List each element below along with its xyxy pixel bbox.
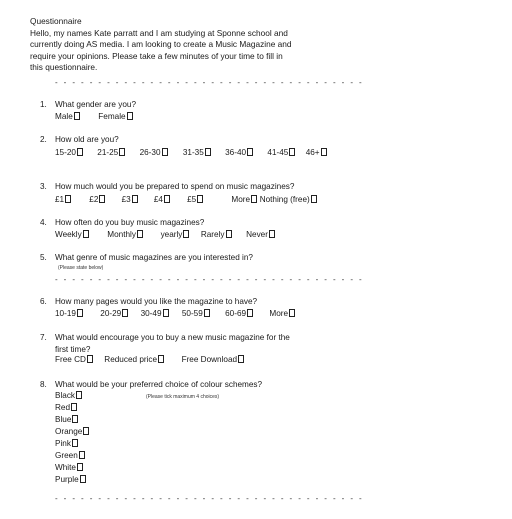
- checkbox[interactable]: [226, 230, 232, 238]
- checkbox[interactable]: [72, 439, 78, 447]
- checkbox[interactable]: [137, 230, 143, 238]
- checkbox[interactable]: [99, 195, 105, 203]
- question-4: 4. How often do you buy music magazines?: [40, 218, 205, 227]
- checkbox[interactable]: [77, 148, 83, 156]
- option-31-35[interactable]: 31-35: [183, 148, 223, 157]
- option-41-45[interactable]: 41-45: [267, 148, 303, 157]
- questionnaire-title: Questionnaire: [30, 16, 82, 26]
- option-monthly[interactable]: Monthly: [107, 230, 158, 239]
- checkbox[interactable]: [77, 463, 83, 471]
- checkbox[interactable]: [158, 355, 164, 363]
- option-green[interactable]: Green: [55, 450, 89, 462]
- option-black[interactable]: Black: [55, 390, 89, 402]
- option-3-pounds[interactable]: £3: [122, 195, 152, 204]
- checkbox[interactable]: [79, 451, 85, 459]
- question-3: 3. How much would you be prepared to spend on music magazines?: [40, 182, 295, 191]
- question-5: 5. What genre of music magazines are you interested in?: [40, 253, 253, 262]
- checkbox[interactable]: [76, 391, 82, 399]
- option-46-plus[interactable]: 46+: [306, 148, 327, 157]
- intro-line: require your opinions. Please take a few minutes of your time to fill in: [30, 50, 283, 61]
- checkbox[interactable]: [80, 475, 86, 483]
- checkbox[interactable]: [77, 309, 83, 317]
- intro-line: currently doing AS media. I am looking to create a Music Magazine and: [30, 39, 292, 49]
- option-free-download[interactable]: Free Download: [182, 355, 245, 364]
- option-36-40[interactable]: 36-40: [225, 148, 265, 157]
- question-2-options: [55, 148, 327, 157]
- question-1-options: [55, 112, 133, 121]
- option-free-cd[interactable]: Free CD: [55, 355, 102, 364]
- divider: - - - - - - - - - - - - - - - - - - - - - - - - - - - - - - - - - - - -: [55, 275, 364, 284]
- checkbox[interactable]: [289, 148, 295, 156]
- option-white[interactable]: White: [55, 462, 89, 474]
- option-5-pounds[interactable]: £5: [187, 195, 229, 204]
- checkbox[interactable]: [197, 195, 203, 203]
- question-6: 6. How many pages would you like the magazine to have?: [40, 297, 258, 306]
- colour-options: [55, 390, 89, 486]
- intro-line: Hello, my names Kate parratt and I am studying at Sponne school and: [30, 27, 288, 38]
- checkbox[interactable]: [119, 148, 125, 156]
- option-blue[interactable]: Blue: [55, 414, 89, 426]
- checkbox[interactable]: [204, 309, 210, 317]
- checkbox[interactable]: [71, 403, 77, 411]
- checkbox[interactable]: [87, 355, 93, 363]
- question-3-options: [55, 195, 317, 204]
- divider: - - - - - - - - - - - - - - - - - - - - - - - - - - - - - - - - - - - -: [55, 78, 364, 87]
- checkbox[interactable]: [321, 148, 327, 156]
- checkbox[interactable]: [122, 309, 128, 317]
- option-reduced-price[interactable]: Reduced price: [104, 355, 179, 364]
- checkbox[interactable]: [247, 309, 253, 317]
- question-4-options: [55, 230, 275, 239]
- question-8: 8. What would be your preferred choice of colour schemes?: [40, 380, 263, 389]
- checkbox[interactable]: [269, 230, 275, 238]
- option-more-pages[interactable]: More: [269, 309, 295, 318]
- question-7-options: [55, 355, 244, 364]
- question-1: 1. What gender are you?: [40, 100, 137, 109]
- divider: - - - - - - - - - - - - - - - - - - - - - - - - - - - - - - - - - - - -: [55, 494, 364, 503]
- option-weekly[interactable]: Weekly: [55, 230, 105, 239]
- checkbox[interactable]: [162, 148, 168, 156]
- intro-line: this questionnaire.: [30, 62, 98, 72]
- option-1-pound[interactable]: £1: [55, 195, 87, 204]
- question-6-options: [55, 309, 295, 318]
- checkbox[interactable]: [205, 148, 211, 156]
- option-rarely[interactable]: Rarely: [201, 230, 244, 239]
- option-26-30[interactable]: 26-30: [140, 148, 181, 157]
- option-yearly[interactable]: yearly: [161, 230, 199, 239]
- checkbox[interactable]: [311, 195, 317, 203]
- option-purple[interactable]: Purple: [55, 474, 89, 486]
- checkbox[interactable]: [164, 195, 170, 203]
- option-male[interactable]: Male: [55, 112, 96, 121]
- checkbox[interactable]: [247, 148, 253, 156]
- option-30-49[interactable]: 30-49: [141, 309, 180, 318]
- checkbox[interactable]: [132, 195, 138, 203]
- checkbox[interactable]: [72, 415, 78, 423]
- checkbox[interactable]: [238, 355, 244, 363]
- checkbox[interactable]: [183, 230, 189, 238]
- option-20-29[interactable]: 20-29: [100, 309, 138, 318]
- option-50-59[interactable]: 50-59: [182, 309, 223, 318]
- option-pink[interactable]: Pink: [55, 438, 89, 450]
- option-15-20[interactable]: 15-20: [55, 148, 95, 157]
- option-female[interactable]: Female: [98, 112, 132, 121]
- checkbox[interactable]: [163, 309, 169, 317]
- checkbox[interactable]: [127, 112, 133, 120]
- question-7: 7. What would encourage you to buy a new music magazine for the first time?: [40, 333, 290, 354]
- checkbox[interactable]: [65, 195, 71, 203]
- option-10-19[interactable]: 10-19: [55, 309, 98, 318]
- option-2-pounds[interactable]: £2: [89, 195, 119, 204]
- checkbox[interactable]: [251, 195, 257, 203]
- option-never[interactable]: Never: [246, 230, 275, 239]
- question-8-note: (Please tick maximum 4 choices): [146, 394, 220, 400]
- option-4-pounds[interactable]: £4: [154, 195, 185, 204]
- option-60-69[interactable]: 60-69: [225, 309, 267, 318]
- option-red[interactable]: Red: [55, 402, 89, 414]
- option-more[interactable]: More: [231, 195, 253, 204]
- option-21-25[interactable]: 21-25: [97, 148, 137, 157]
- option-orange[interactable]: Orange: [55, 426, 89, 438]
- checkbox[interactable]: [74, 112, 80, 120]
- option-nothing-free[interactable]: Nothing (free): [260, 195, 317, 204]
- checkbox[interactable]: [289, 309, 295, 317]
- question-5-note: (Please state below): [58, 265, 104, 271]
- checkbox[interactable]: [83, 230, 89, 238]
- intro-block: [30, 16, 320, 74]
- checkbox[interactable]: [83, 427, 89, 435]
- question-2: 2. How old are you?: [40, 135, 119, 144]
